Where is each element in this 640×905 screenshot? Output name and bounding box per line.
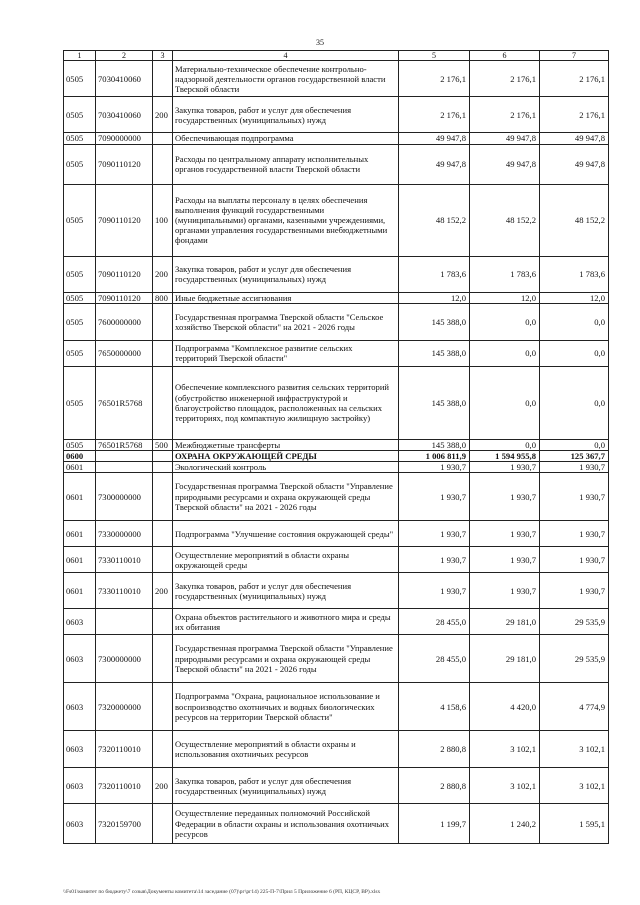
expense-type-code (153, 731, 173, 768)
expense-type-code (153, 303, 173, 340)
amount-year-1: 1 930,7 (399, 573, 470, 609)
item-name: Обеспечивающая подпрограмма (173, 133, 399, 144)
section-code: 0505 (64, 184, 96, 256)
table-row (64, 366, 609, 439)
expense-type-code (153, 804, 173, 844)
section-code: 0603 (64, 804, 96, 844)
table-row (64, 609, 609, 635)
section-code: 0505 (64, 133, 96, 144)
amount-year-2: 1 783,6 (470, 256, 540, 292)
amount-year-2: 48 152,2 (470, 184, 540, 256)
table-row (64, 462, 609, 473)
amount-year-2: 49 947,8 (470, 133, 540, 144)
target-article-code (96, 462, 153, 473)
table-row (64, 340, 609, 366)
item-name: Осуществление мероприятий в области охраны окружающей среды (173, 547, 399, 573)
item-name: Межбюджетные трансферты (173, 439, 399, 450)
target-article-code: 7320110010 (96, 731, 153, 768)
target-article-code: 7600000000 (96, 303, 153, 340)
amount-year-1: 145 388,0 (399, 340, 470, 366)
section-code: 0603 (64, 609, 96, 635)
amount-year-3: 0,0 (540, 366, 609, 439)
item-name: Осуществление переданных полномочий Российской Федерации в области охраны и использования охотничьих ресурсов (173, 804, 399, 844)
item-name: Подпрограмма "Охрана, рациональное использование и воспроизводство охотничьих и водных биологических ресурсов на территории Тверской области" (173, 683, 399, 731)
expense-type-code (153, 473, 173, 521)
target-article-code: 7090000000 (96, 133, 153, 144)
amount-year-2: 0,0 (470, 303, 540, 340)
amount-year-2: 1 240,2 (470, 804, 540, 844)
expense-type-code: 500 (153, 439, 173, 450)
expense-type-code (153, 144, 173, 184)
section-code: 0505 (64, 61, 96, 97)
table-row (64, 731, 609, 768)
amount-year-1: 4 158,6 (399, 683, 470, 731)
table-row (64, 547, 609, 573)
table-row (64, 303, 609, 340)
item-name: Обеспечение комплексного развития сельских территорий (обустройство инженерной инфраструктурой и благоустройство площадок, расположенных на сельских территориях, под компактную жилищную застройку) (173, 366, 399, 439)
amount-year-1: 1 930,7 (399, 462, 470, 473)
section-code: 0505 (64, 340, 96, 366)
header-col-3: 3 (153, 51, 173, 61)
amount-year-2: 1 930,7 (470, 521, 540, 547)
target-article-code: 7030410060 (96, 97, 153, 133)
table-row (64, 61, 609, 97)
amount-year-1: 12,0 (399, 292, 470, 303)
amount-year-3: 3 102,1 (540, 768, 609, 804)
section-code: 0603 (64, 768, 96, 804)
amount-year-3: 1 930,7 (540, 462, 609, 473)
expense-type-code (153, 521, 173, 547)
section-code: 0603 (64, 635, 96, 683)
amount-year-3: 49 947,8 (540, 144, 609, 184)
header-col-1: 1 (64, 51, 96, 61)
section-code: 0505 (64, 97, 96, 133)
amount-year-3: 0,0 (540, 303, 609, 340)
target-article-code: 7330000000 (96, 521, 153, 547)
target-article-code: 7090110120 (96, 144, 153, 184)
item-name: Закупка товаров, работ и услуг для обеспечения государственных (муниципальных) нужд (173, 97, 399, 133)
amount-year-1: 145 388,0 (399, 303, 470, 340)
amount-year-1: 1 199,7 (399, 804, 470, 844)
target-article-code: 7300000000 (96, 473, 153, 521)
amount-year-2: 1 930,7 (470, 462, 540, 473)
amount-year-1: 2 880,8 (399, 731, 470, 768)
expense-type-code (153, 61, 173, 97)
section-code: 0505 (64, 439, 96, 450)
amount-year-3: 29 535,9 (540, 609, 609, 635)
table-row (64, 184, 609, 256)
amount-year-2: 3 102,1 (470, 768, 540, 804)
table-row (64, 439, 609, 450)
section-code: 0505 (64, 366, 96, 439)
amount-year-3: 1 930,7 (540, 473, 609, 521)
table-row (64, 256, 609, 292)
table-row (64, 768, 609, 804)
amount-year-1: 1 783,6 (399, 256, 470, 292)
item-name: Государственная программа Тверской области "Управление природными ресурсами и охрана окружающей среды Тверской области" на 2021 - 2026 годы (173, 473, 399, 521)
target-article-code: 7330110010 (96, 547, 153, 573)
section-code: 0601 (64, 521, 96, 547)
amount-year-3: 29 535,9 (540, 635, 609, 683)
expense-type-code: 200 (153, 256, 173, 292)
target-article-code: 7650000000 (96, 340, 153, 366)
table-row (64, 144, 609, 184)
expense-type-code (153, 462, 173, 473)
section-code: 0505 (64, 144, 96, 184)
header-col-7: 7 (540, 51, 609, 61)
expense-type-code (153, 340, 173, 366)
header-col-6: 6 (470, 51, 540, 61)
expense-type-code (153, 366, 173, 439)
item-name: Расходы по центральному аппарату исполнительных органов государственной власти Тверской области (173, 144, 399, 184)
header-col-2: 2 (96, 51, 153, 61)
section-code: 0601 (64, 462, 96, 473)
item-name: Государственная программа Тверской области "Сельское хозяйство Тверской области" на 2021 - 2026 годы (173, 303, 399, 340)
item-name: Иные бюджетные ассигнования (173, 292, 399, 303)
target-article-code: 7320110010 (96, 768, 153, 804)
amount-year-1: 2 880,8 (399, 768, 470, 804)
table-row (64, 635, 609, 683)
amount-year-2: 49 947,8 (470, 144, 540, 184)
amount-year-1: 1 930,7 (399, 473, 470, 521)
target-article-code: 7090110120 (96, 292, 153, 303)
amount-year-3: 49 947,8 (540, 133, 609, 144)
amount-year-1: 28 455,0 (399, 609, 470, 635)
target-article-code (96, 450, 153, 461)
item-name: Экологический контроль (173, 462, 399, 473)
amount-year-2: 1 930,7 (470, 573, 540, 609)
amount-year-2: 1 594 955,8 (470, 450, 540, 461)
expense-type-code: 200 (153, 768, 173, 804)
file-path-footer: \\Fs01\комитет по бюджету\7 созыв\Документы комитета\14 заседание (07)\рг\рг14) 225-П-7\Прил 5 Приложение 6 (РП, КЦСР, ВР).xlsx (63, 889, 381, 895)
amount-year-3: 1 783,6 (540, 256, 609, 292)
target-article-code: 7090110120 (96, 256, 153, 292)
amount-year-3: 48 152,2 (540, 184, 609, 256)
amount-year-3: 2 176,1 (540, 97, 609, 133)
expense-type-code (153, 635, 173, 683)
amount-year-3: 125 367,7 (540, 450, 609, 461)
item-name: Закупка товаров, работ и услуг для обеспечения государственных (муниципальных) нужд (173, 573, 399, 609)
target-article-code: 7320159700 (96, 804, 153, 844)
table-row (64, 573, 609, 609)
expense-type-code (153, 547, 173, 573)
section-code: 0601 (64, 573, 96, 609)
amount-year-1: 49 947,8 (399, 133, 470, 144)
amount-year-3: 12,0 (540, 292, 609, 303)
amount-year-2: 0,0 (470, 340, 540, 366)
target-article-code: 7330110010 (96, 573, 153, 609)
amount-year-3: 3 102,1 (540, 731, 609, 768)
expense-type-code: 800 (153, 292, 173, 303)
table-row (64, 683, 609, 731)
expense-type-code: 100 (153, 184, 173, 256)
amount-year-2: 12,0 (470, 292, 540, 303)
item-name: Охрана объектов растительного и животного мира и среды их обитания (173, 609, 399, 635)
target-article-code: 76501R5768 (96, 366, 153, 439)
item-name: Подпрограмма "Улучшение состояния окружающей среды" (173, 521, 399, 547)
amount-year-1: 2 176,1 (399, 97, 470, 133)
section-code: 0603 (64, 683, 96, 731)
amount-year-3: 0,0 (540, 340, 609, 366)
amount-year-2: 1 930,7 (470, 547, 540, 573)
amount-year-1: 145 388,0 (399, 439, 470, 450)
amount-year-2: 3 102,1 (470, 731, 540, 768)
item-name: Закупка товаров, работ и услуг для обеспечения государственных (муниципальных) нужд (173, 768, 399, 804)
section-code: 0505 (64, 303, 96, 340)
table-row (64, 473, 609, 521)
amount-year-1: 1 930,7 (399, 521, 470, 547)
table-row (64, 450, 609, 461)
item-name: Материально-техническое обеспечение контрольно-надзорной деятельности органов государственной власти Тверской области (173, 61, 399, 97)
header-col-5: 5 (399, 51, 470, 61)
amount-year-3: 2 176,1 (540, 61, 609, 97)
target-article-code: 76501R5768 (96, 439, 153, 450)
amount-year-2: 0,0 (470, 439, 540, 450)
amount-year-1: 1 930,7 (399, 547, 470, 573)
table-row (64, 804, 609, 844)
amount-year-2: 2 176,1 (470, 97, 540, 133)
amount-year-2: 2 176,1 (470, 61, 540, 97)
table-row (64, 292, 609, 303)
table-row (64, 133, 609, 144)
target-article-code: 7090110120 (96, 184, 153, 256)
target-article-code: 7300000000 (96, 635, 153, 683)
amount-year-3: 1 930,7 (540, 547, 609, 573)
amount-year-3: 1 930,7 (540, 521, 609, 547)
expense-type-code (153, 450, 173, 461)
amount-year-1: 2 176,1 (399, 61, 470, 97)
expense-type-code (153, 683, 173, 731)
item-name: Осуществление мероприятий в области охраны и использования охотничьих ресурсов (173, 731, 399, 768)
amount-year-2: 4 420,0 (470, 683, 540, 731)
table-row (64, 97, 609, 133)
budget-table (63, 50, 609, 844)
table-row (64, 521, 609, 547)
page-number: 35 (316, 38, 324, 47)
expense-type-code: 200 (153, 97, 173, 133)
header-col-4: 4 (173, 51, 399, 61)
section-code: 0505 (64, 256, 96, 292)
item-name: Расходы на выплаты персоналу в целях обеспечения выполнения функций государственными (муниципальными) органами, казенными учреждениями, органами управления государственными внебюджетными фондами (173, 184, 399, 256)
item-name: Государственная программа Тверской области "Управление природными ресурсами и охрана окружающей среды Тверской области" на 2021 - 2026 годы (173, 635, 399, 683)
amount-year-2: 0,0 (470, 366, 540, 439)
amount-year-3: 1 595,1 (540, 804, 609, 844)
target-article-code (96, 609, 153, 635)
item-name: Закупка товаров, работ и услуг для обеспечения государственных (муниципальных) нужд (173, 256, 399, 292)
expense-type-code: 200 (153, 573, 173, 609)
section-code: 0601 (64, 547, 96, 573)
target-article-code: 7030410060 (96, 61, 153, 97)
section-code: 0601 (64, 473, 96, 521)
item-name: ОХРАНА ОКРУЖАЮЩЕЙ СРЕДЫ (173, 450, 399, 461)
amount-year-2: 29 181,0 (470, 609, 540, 635)
section-code: 0600 (64, 450, 96, 461)
amount-year-2: 1 930,7 (470, 473, 540, 521)
expense-type-code (153, 609, 173, 635)
amount-year-1: 1 006 811,9 (399, 450, 470, 461)
expense-type-code (153, 133, 173, 144)
item-name: Подпрограмма "Комплексное развитие сельских территорий Тверской области" (173, 340, 399, 366)
amount-year-1: 28 455,0 (399, 635, 470, 683)
target-article-code: 7320000000 (96, 683, 153, 731)
amount-year-3: 1 930,7 (540, 573, 609, 609)
amount-year-3: 0,0 (540, 439, 609, 450)
section-code: 0603 (64, 731, 96, 768)
amount-year-1: 145 388,0 (399, 366, 470, 439)
amount-year-2: 29 181,0 (470, 635, 540, 683)
amount-year-1: 48 152,2 (399, 184, 470, 256)
header-row (64, 51, 609, 61)
section-code: 0505 (64, 292, 96, 303)
amount-year-3: 4 774,9 (540, 683, 609, 731)
amount-year-1: 49 947,8 (399, 144, 470, 184)
